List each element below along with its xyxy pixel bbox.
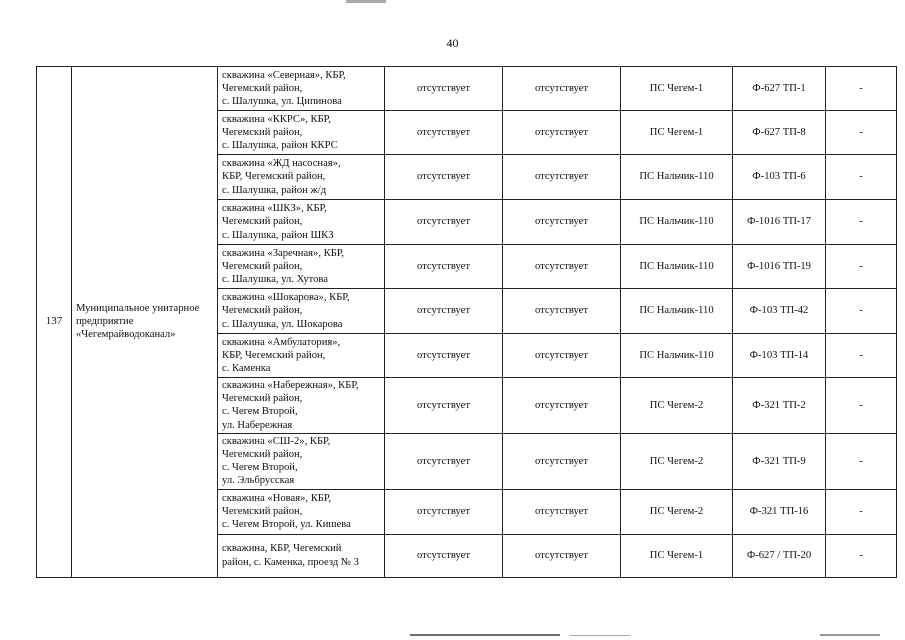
note: - (826, 378, 897, 434)
cell-value: отсутствует (503, 378, 621, 434)
note: - (826, 489, 897, 534)
cell-value: отсутствует (385, 534, 503, 577)
object-location: скважина «Северная», КБР, Чегемский район, с. Шалушка, ул. Ципинова (218, 67, 385, 111)
cell-value: отсутствует (503, 111, 621, 155)
page-number: 40 (446, 36, 459, 50)
object-location: скважина, КБР, Чегемский район, с. Каменка, проезд № 3 (218, 534, 385, 577)
cell-value: отсутствует (503, 489, 621, 534)
feeder: Ф-1016 ТП-17 (733, 200, 826, 245)
substation: ПС Чегем-2 (621, 378, 733, 434)
cell-value: отсутствует (503, 433, 621, 489)
feeder: Ф-321 ТП-2 (733, 378, 826, 434)
cell-value: отсутствует (385, 489, 503, 534)
cell-value: отсутствует (385, 67, 503, 111)
object-location: скважина «Заречная», КБР, Чегемский район, с. Шалушка, ул. Хутова (218, 245, 385, 289)
substation: ПС Нальчик-110 (621, 155, 733, 200)
feeder: Ф-1016 ТП-19 (733, 245, 826, 289)
note: - (826, 534, 897, 577)
cell-value: отсутствует (385, 111, 503, 155)
cell-value: отсутствует (503, 534, 621, 577)
cell-value: отсутствует (385, 245, 503, 289)
cell-value: отсутствует (503, 334, 621, 378)
object-location: скважина «ШКЗ», КБР, Чегемский район, с. Шалушка, район ШКЗ (218, 200, 385, 245)
cell-value: отсутствует (385, 200, 503, 245)
object-location: скважина «СШ-2», КБР, Чегемский район, с. Чегем Второй, ул. Эльбрусская (218, 433, 385, 489)
feeder: Ф-103 ТП-6 (733, 155, 826, 200)
feeder: Ф-627 / ТП-20 (733, 534, 826, 577)
substation: ПС Чегем-1 (621, 534, 733, 577)
cell-value: отсутствует (503, 245, 621, 289)
feeder: Ф-103 ТП-42 (733, 289, 826, 334)
note: - (826, 334, 897, 378)
object-location: скважина «Набережная», КБР, Чегемский район, с. Чегем Второй, ул. Набережная (218, 378, 385, 434)
table-body (37, 67, 897, 578)
substation: ПС Чегем-1 (621, 67, 733, 111)
note: - (826, 200, 897, 245)
note: - (826, 67, 897, 111)
object-location: скважина «Шокарова», КБР, Чегемский район, с. Шалушка, ул. Шокарова (218, 289, 385, 334)
substation: ПС Нальчик-110 (621, 200, 733, 245)
substation: ПС Чегем-1 (621, 111, 733, 155)
object-location: скважина «Амбулатория», КБР, Чегемский район, с. Каменка (218, 334, 385, 378)
cell-value: отсутствует (503, 67, 621, 111)
organization-name: Муниципальное унитарное предприятие «Чегемрайводоканал» (72, 67, 218, 578)
object-location: скважина «Новая», КБР, Чегемский район, с. Чегем Второй, ул. Кишева (218, 489, 385, 534)
note: - (826, 111, 897, 155)
feeder: Ф-321 ТП-9 (733, 433, 826, 489)
entry-number: 137 (37, 67, 72, 578)
substation: ПС Чегем-2 (621, 489, 733, 534)
cell-value: отсутствует (385, 289, 503, 334)
note: - (826, 289, 897, 334)
feeder: Ф-627 ТП-1 (733, 67, 826, 111)
cell-value: отсутствует (503, 200, 621, 245)
cell-value: отсутствует (385, 378, 503, 434)
note: - (826, 433, 897, 489)
scan-artifact-bottom-line (570, 635, 630, 636)
note: - (826, 245, 897, 289)
table-row (37, 67, 897, 111)
cell-value: отсутствует (385, 155, 503, 200)
substation: ПС Нальчик-110 (621, 245, 733, 289)
cell-value: отсутствует (385, 334, 503, 378)
feeder: Ф-103 ТП-14 (733, 334, 826, 378)
document-table (36, 66, 897, 578)
cell-value: отсутствует (503, 289, 621, 334)
substation: ПС Нальчик-110 (621, 289, 733, 334)
scan-artifact-bottom-line (410, 634, 560, 636)
feeder: Ф-321 ТП-16 (733, 489, 826, 534)
scan-artifact-top (346, 0, 386, 3)
feeder: Ф-627 ТП-8 (733, 111, 826, 155)
object-location: скважина «ЖД насосная», КБР, Чегемский район, с. Шалушка, район ж/д (218, 155, 385, 200)
substation: ПС Нальчик-110 (621, 334, 733, 378)
scan-artifact-bottom-line (820, 634, 880, 636)
cell-value: отсутствует (385, 433, 503, 489)
substation: ПС Чегем-2 (621, 433, 733, 489)
note: - (826, 155, 897, 200)
cell-value: отсутствует (503, 155, 621, 200)
object-location: скважина «ККРС», КБР, Чегемский район, с. Шалушка, район ККРС (218, 111, 385, 155)
